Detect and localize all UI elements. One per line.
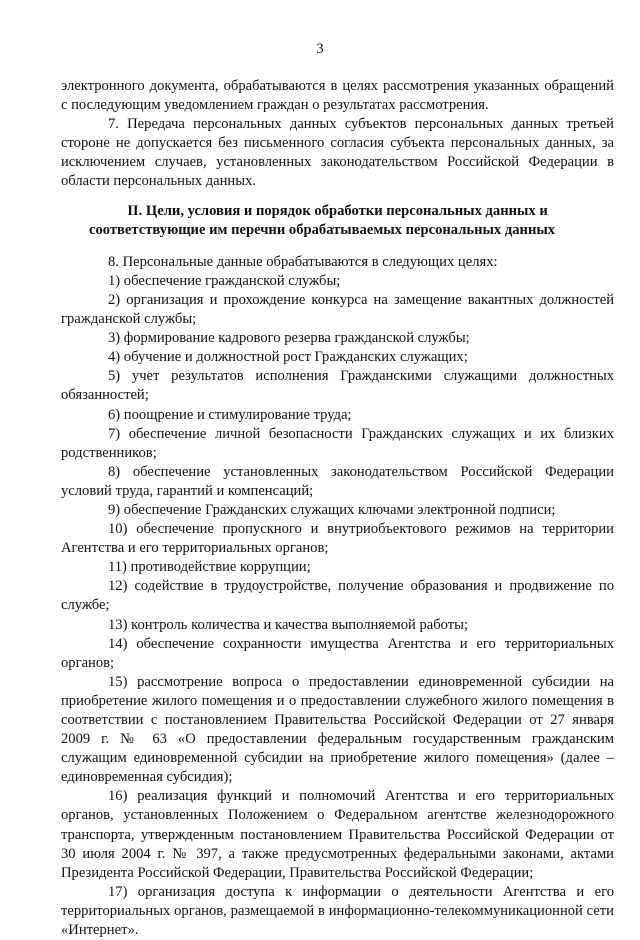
list-item: 16) реализация функций и полномочий Агентства и его территориальных органов, установленных Положением о Федеральном агентстве железнодорожного транспорта, утвержденным постановлением Правительства Российской Федерации от 30 июля 2004 г. № 397, а также предусмотренных федеральными законами, актами Президента Российской Федерации, Правительства Российской Федерации; — [61, 788, 614, 881]
list-item: 15) рассмотрение вопроса о предоставлении единовременной субсидии на приобретение жилого помещения и о предоставлении служебного жилого помещения в соответствии с постановлением Правительства Российской Федерации от 27 января 2009 г. № 63 «О предоставлении федеральным государственным гражданским служащим единовременной субсидии на приобретение жилого помещения» (далее – единовременная субсидия); — [61, 673, 614, 786]
document-body — [61, 77, 614, 940]
section-heading: II. Цели, условия и порядок обработки персональных данных и соответствующие им перечни обрабатываемых персональных данных — [89, 202, 556, 239]
list-item: 10) обеспечение пропускного и внутриобъектового режимов на территории Агентства и его территориальных органов; — [61, 521, 614, 557]
list-item: 12) содействие в трудоустройстве, получение образования и продвижение по службе; — [61, 578, 614, 614]
list-item: 8) обеспечение установленных законодательством Российской Федерации условий труда, гарантий и компенсаций; — [61, 463, 614, 499]
list-item: 11) противодействие коррупции; — [108, 559, 311, 576]
list-item: 2) организация и прохождение конкурса на замещение вакантных должностей гражданской службы; — [61, 291, 614, 328]
list-item: 1) обеспечение гражданской службы; — [108, 272, 341, 289]
list-item: 17) организация доступа к информации о деятельности Агентства и его территориальных органов, размещаемой в информационно-телекоммуникационной сети «Интернет». — [61, 883, 614, 939]
list-item: 14) обеспечение сохранности имущества Агентства и его территориальных органов; — [61, 635, 614, 671]
list-item: 3) формирование кадрового резерва гражданской службы; — [108, 330, 470, 347]
list-item: 13) контроль количества и качества выполняемой работы; — [108, 616, 469, 633]
paragraph-item-7: 7. Передача персональных данных субъектов персональных данных третьей стороне не допускается без письменного согласия субъекта персональных данных, за исключением случаев, установленных законодательством Российской Федерации в области персональных данных. — [61, 116, 614, 190]
list-item: 7) обеспечение личной безопасности Гражданских служащих и их близких родственников; — [61, 425, 614, 461]
page-number: 3 — [316, 41, 324, 57]
list-item: 5) учет результатов исполнения Гражданскими служащими должностных обязанностей; — [61, 368, 614, 404]
list-item: 4) обучение и должностной рост Гражданских служащих; — [108, 349, 468, 366]
paragraph-continuation: электронного документа, обрабатываются в целях рассмотрения указанных обращений с последующим уведомлением граждан о результатах рассмотрения. — [61, 78, 614, 114]
list-item: 6) поощрение и стимулирование труда; — [108, 406, 352, 423]
paragraph-item-8-intro: 8. Персональные данные обрабатываются в следующих целях: — [108, 253, 498, 270]
list-item: 9) обеспечение Гражданских служащих ключами электронной подписи; — [108, 501, 556, 518]
